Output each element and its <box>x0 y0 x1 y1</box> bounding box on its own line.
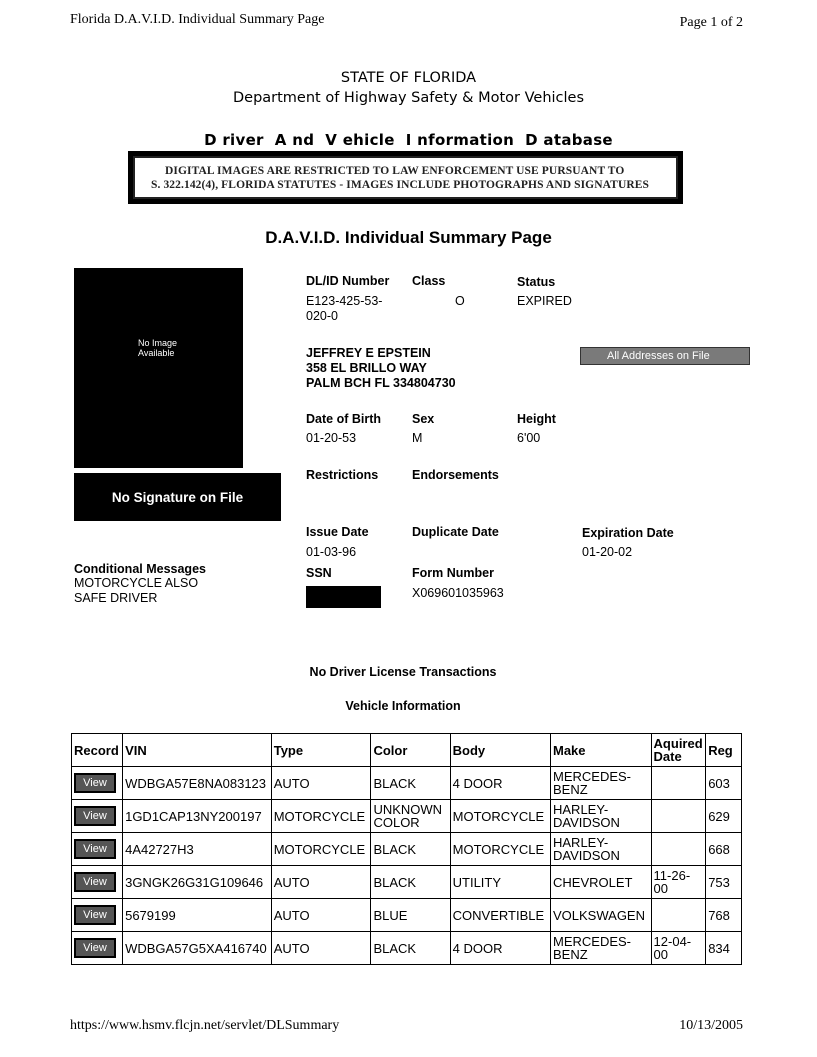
dl-number-label: DL/ID Number <box>306 274 390 288</box>
cell-type: AUTO <box>271 767 371 800</box>
cell-vin: 3GNGK26G31G109646 <box>123 866 272 899</box>
vehicle-table <box>71 733 742 965</box>
cell-vin: WDBGA57E8NA083123 <box>123 767 272 800</box>
view-record-button[interactable]: View <box>74 839 116 859</box>
warning-line-2: S. 322.142(4), FLORIDA STATUTES - IMAGES INCLUDE PHOTOGRAPHS AND SIGNATURES <box>151 179 650 191</box>
cell-acquired-date <box>651 800 706 833</box>
signature-box: No Signature on File <box>74 473 281 521</box>
expiration-date-value: 01-20-02 <box>582 545 633 559</box>
height-value: 6'00 <box>517 431 541 445</box>
sex-label: Sex <box>412 412 435 426</box>
person-name: JEFFREY E EPSTEIN <box>306 346 431 360</box>
vehicle-row <box>72 767 742 800</box>
cell-acquired-date <box>651 899 706 932</box>
expiration-date-label: Expiration Date <box>582 526 674 540</box>
cell-color: BLUE <box>371 899 450 932</box>
system-name: D river A nd V ehicle I nformation D atabase <box>204 131 613 149</box>
cell-body: 4 DOOR <box>450 932 550 965</box>
status-value: EXPIRED <box>517 294 572 308</box>
cell-type: AUTO <box>271 866 371 899</box>
cell-record <box>72 833 123 866</box>
cell-record <box>72 767 123 800</box>
sex-value: M <box>412 431 423 445</box>
cell-type: MOTORCYCLE <box>271 800 371 833</box>
restrictions-label: Restrictions <box>306 468 379 482</box>
address-street: 358 EL BRILLO WAY <box>306 361 427 375</box>
conditional-messages-title: Conditional Messages <box>74 562 206 576</box>
state-name: STATE OF FLORIDA <box>340 70 477 86</box>
ssn-redaction <box>306 586 381 608</box>
address-city: PALM BCH FL 334804730 <box>306 376 456 390</box>
vehicle-section-title: Vehicle Information <box>345 699 461 713</box>
height-label: Height <box>517 412 556 426</box>
cell-make: CHEVROLET <box>551 866 652 899</box>
header-record: Record <box>72 734 123 767</box>
ssn-label: SSN <box>306 566 332 580</box>
header-registration: Reg <box>706 734 742 767</box>
cell-type: AUTO <box>271 899 371 932</box>
page-number: Page 1 of 2 <box>679 15 743 30</box>
cell-make: HARLEY-DAVIDSON <box>551 833 652 866</box>
restriction-warning-banner <box>128 151 683 204</box>
vehicle-table-container <box>71 733 742 983</box>
cell-type: MOTORCYCLE <box>271 833 371 866</box>
view-record-button[interactable]: View <box>74 938 116 958</box>
cell-registration: 603 <box>706 767 742 800</box>
dob-label: Date of Birth <box>306 412 381 426</box>
cell-record <box>72 899 123 932</box>
cell-body: 4 DOOR <box>450 767 550 800</box>
endorsements-label: Endorsements <box>412 468 499 482</box>
vehicle-row <box>72 899 742 932</box>
dl-number-line-1: E123-425-53- <box>306 294 383 308</box>
issue-date-label: Issue Date <box>306 525 369 539</box>
vehicle-table-header <box>72 734 742 767</box>
page-title: D.A.V.I.D. Individual Summary Page <box>265 228 552 247</box>
photo-placeholder-line-1: No Image <box>138 338 178 348</box>
cell-make: VOLKSWAGEN <box>551 899 652 932</box>
header-acquired-date: Aquired Date <box>651 734 706 767</box>
view-record-button[interactable]: View <box>74 806 116 826</box>
view-record-button[interactable]: View <box>74 773 116 793</box>
cell-record <box>72 866 123 899</box>
cell-record <box>72 800 123 833</box>
cell-color: BLACK <box>371 866 450 899</box>
vehicle-row <box>72 800 742 833</box>
cell-make: MERCEDES-BENZ <box>551 932 652 965</box>
cell-body: MOTORCYCLE <box>450 833 550 866</box>
cell-acquired-date: 12-04-00 <box>651 932 706 965</box>
dob-value: 01-20-53 <box>306 431 357 445</box>
cell-registration: 753 <box>706 866 742 899</box>
footer-url[interactable]: https://www.hsmv.flcjn.net/servlet/DLSummary <box>70 1018 340 1033</box>
driver-photo <box>74 268 243 468</box>
conditional-message-2: SAFE DRIVER <box>74 591 158 605</box>
cell-body: MOTORCYCLE <box>450 800 550 833</box>
page-header-title: Florida D.A.V.I.D. Individual Summary Page <box>70 12 325 27</box>
status-label: Status <box>517 275 556 289</box>
footer-date: 10/13/2005 <box>679 1018 743 1033</box>
class-label: Class <box>412 274 446 288</box>
cell-registration: 668 <box>706 833 742 866</box>
cell-registration: 629 <box>706 800 742 833</box>
cell-color: UNKNOWN COLOR <box>371 800 450 833</box>
cell-color: BLACK <box>371 932 450 965</box>
cell-acquired-date <box>651 833 706 866</box>
cell-make: MERCEDES-BENZ <box>551 767 652 800</box>
header-vin: VIN <box>123 734 272 767</box>
cell-vin: 4A42727H3 <box>123 833 272 866</box>
header-color: Color <box>371 734 450 767</box>
header-type: Type <box>271 734 371 767</box>
header-make: Make <box>551 734 652 767</box>
cell-vin: 5679199 <box>123 899 272 932</box>
cell-registration: 768 <box>706 899 742 932</box>
duplicate-date-label: Duplicate Date <box>412 525 499 539</box>
vehicle-row <box>72 932 742 965</box>
header-body: Body <box>450 734 550 767</box>
department-name: Department of Highway Safety & Motor Vehicles <box>232 90 585 106</box>
form-number-value: X069601035963 <box>412 586 504 600</box>
view-record-button[interactable]: View <box>74 905 116 925</box>
transactions-note: No Driver License Transactions <box>309 665 497 679</box>
vehicle-row <box>72 866 742 899</box>
cell-record <box>72 932 123 965</box>
cell-acquired-date <box>651 767 706 800</box>
vehicle-row <box>72 833 742 866</box>
cell-body: CONVERTIBLE <box>450 899 550 932</box>
cell-vin: WDBGA57G5XA416740 <box>123 932 272 965</box>
cell-registration: 834 <box>706 932 742 965</box>
conditional-message-1: MOTORCYCLE ALSO <box>74 576 199 590</box>
cell-color: BLACK <box>371 833 450 866</box>
cell-color: BLACK <box>371 767 450 800</box>
cell-vin: 1GD1CAP13NY200197 <box>123 800 272 833</box>
all-addresses-button[interactable]: All Addresses on File <box>580 347 750 365</box>
cell-acquired-date: 11-26-00 <box>651 866 706 899</box>
dl-number-line-2: 020-0 <box>306 309 338 323</box>
class-value: O <box>455 294 465 308</box>
cell-make: HARLEY-DAVIDSON <box>551 800 652 833</box>
photo-placeholder-line-2: Available <box>138 348 175 358</box>
issue-date-value: 01-03-96 <box>306 545 357 559</box>
warning-line-1: DIGITAL IMAGES ARE RESTRICTED TO LAW ENFORCEMENT USE PURSUANT TO <box>165 165 625 177</box>
form-number-label: Form Number <box>412 566 494 580</box>
cell-body: UTILITY <box>450 866 550 899</box>
view-record-button[interactable]: View <box>74 872 116 892</box>
cell-type: AUTO <box>271 932 371 965</box>
